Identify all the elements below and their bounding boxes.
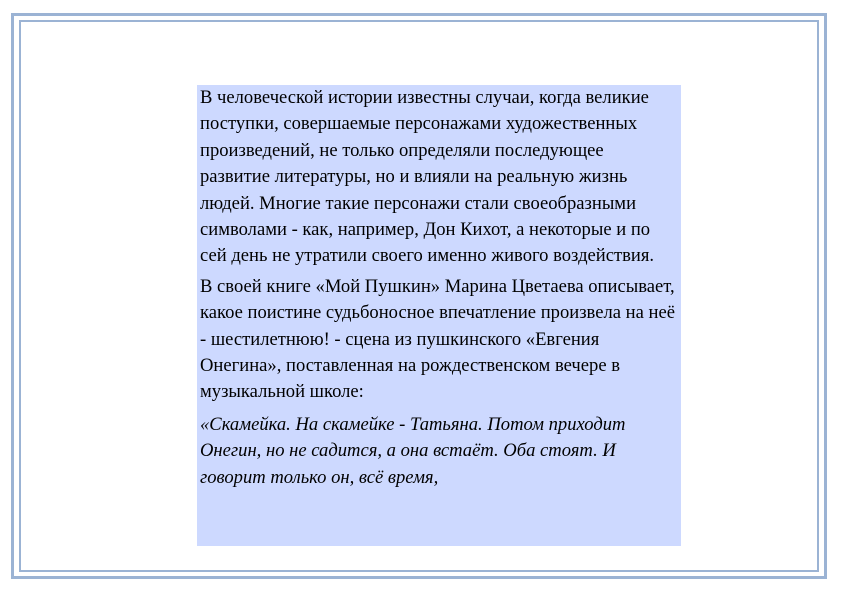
text-box: [197, 85, 681, 546]
paragraph-intro: В человеческой истории известны случаи, когда великие поступки, совершаемые персонажами художественных произведений, не только определяли последующее развитие литературы, но и влияли на реальную жизнь людей. Многие такие персонажи стали своеобразными символами - как, например, Дон Кихот, а некоторые и по сей день не утратили своего именно живого воздействия.: [200, 87, 655, 267]
paragraph-tsvetaeva: В своей книге «Мой Пушкин» Марина Цветаева описывает, какое поистине судьбоносное впечатление произвела на неё - шестилетнюю! - сцена из пушкинского «Евгения Онегина», поставленная на рождественском вечере в музыкальной школе:: [200, 275, 675, 403]
paragraph-quote: «Скамейка. На скамейке - Татьяна. Потом приходит Онегин, но не садится, а она встаёт. Оба стоят. И говорит только он, всё время,: [200, 413, 626, 488]
